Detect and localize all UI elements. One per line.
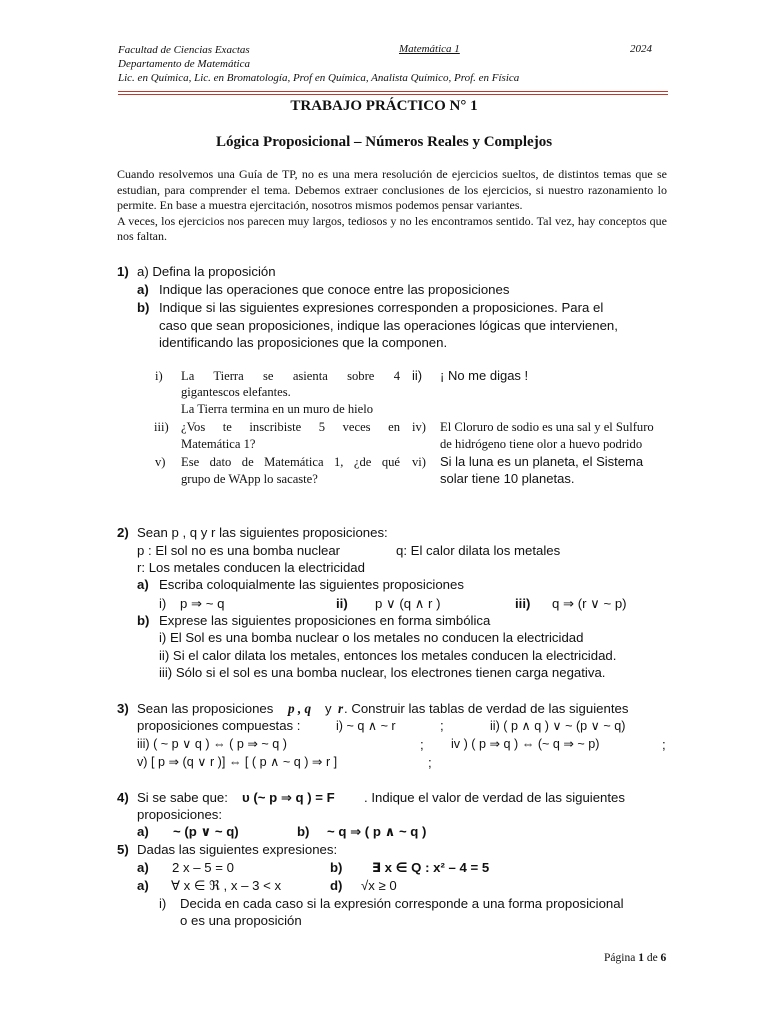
exercise-2-a-iii-expr: q ⇒ (r ∨ ~ p) (552, 596, 627, 611)
exercise-1-b-label: b) (137, 300, 150, 315)
exercise-3-line-2a: proposiciones compuestas : (137, 718, 301, 733)
item-iii-line-2: Matemática 1? (181, 437, 256, 451)
exercise-2-b-i: i) El Sol es una bomba nuclear o los metales no conducen la electricidad (159, 630, 584, 645)
item-v-label: v) (155, 455, 166, 469)
exercise-1-a0: a) Defina la proposición (137, 264, 276, 279)
header-divider (118, 91, 668, 92)
exercise-5-i-label: i) (159, 896, 167, 911)
exercise-5-b-expr: ∃ x ∈ Q : x² – 4 = 5 (372, 860, 490, 875)
exercise-5-number: 5) (117, 842, 129, 857)
exercise-5-c-expr: ∀ x ∈ ℜ , x – 3 < x (171, 878, 282, 893)
proposition-p: p : El sol no es una bomba nuclear (137, 543, 341, 558)
item-ii-text: ¡ No me digas ! (440, 368, 529, 383)
exercise-2-b-text: Exprese las siguientes proposiciones en forma simbólica (159, 613, 491, 628)
exercise-1-b-line-2: caso que sean proposiciones, indique las operaciones lógicas que intervienen, (159, 318, 618, 333)
page-subtitle: Lógica Proposicional – Números Reales y Complejos (215, 134, 553, 150)
exercise-5-a-label: a) (137, 860, 149, 875)
exercise-2-a-iii-label: iii) (515, 596, 531, 611)
exercise-3-sep-3: ; (662, 737, 666, 752)
exercise-1-number: 1) (117, 264, 129, 279)
exercise-1-a-text: Indique las operaciones que conoce entre las proposiciones (159, 282, 510, 297)
item-iv-line-2: de hidrógeno tiene olor a huevo podrido (440, 437, 643, 451)
exercise-4-b-expr: ~ q ⇒ ( p ∧ ~ q ) (327, 824, 427, 839)
item-iv-label: iv) (412, 420, 426, 434)
exercise-4-b-label: b) (297, 824, 310, 839)
header-department: Departamento de Matemática (118, 58, 250, 70)
exercise-3-item-iii: iii) ( ~ p ∨ q ) ⇔ ( p ⇒ ~ q ) (137, 737, 287, 751)
intro-paragraph-1: Cuando resolvemos una Guía de TP, no es una mera resolución de ejercicios sueltos, de distintos temas que se estudian, para comprender el tema. Debemos extraer conclusiones de los ejercicios, si nuestro razonamiento lo permite. En base a muestra ejercitación, nosotros mismos podemos pensar variantes. (117, 167, 667, 212)
exercise-3-sep-4: ; (428, 755, 432, 770)
exercise-3-number: 3) (117, 701, 129, 716)
exercise-4-line-1c: . Indique el valor de verdad de las siguientes (364, 790, 625, 805)
exercise-2-a-i-label: i) (159, 596, 167, 611)
exercise-2-number: 2) (117, 525, 129, 540)
item-i-line-2: gigantescos elefantes. (181, 385, 291, 399)
exercise-3-item-i: i) ~ q ∧ ~ r (336, 719, 396, 733)
exercise-4-line-2: proposiciones: (137, 807, 223, 822)
item-i-line-3: La Tierra termina en un muro de hielo (181, 402, 374, 416)
exercise-2-a-label: a) (137, 577, 149, 592)
exercise-5-i-line-1: Decida en cada caso si la expresión corresponde a una forma proposicional (180, 896, 624, 911)
exercise-5-intro: Dadas las siguientes expresiones: (137, 842, 338, 857)
exercise-1-a-label: a) (137, 282, 149, 297)
item-i-label: i) (155, 369, 163, 383)
exercise-5-d-label: d) (330, 878, 343, 893)
item-ii-label: ii) (412, 368, 423, 383)
page-footer (604, 952, 666, 964)
exercise-4-number: 4) (117, 790, 129, 805)
exercise-3-line-1a: Sean las proposiciones (137, 701, 274, 716)
exercise-3-line-1d: r (338, 701, 344, 716)
exercise-4-a-expr: ~ (p ∨ ~ q) (173, 824, 239, 839)
page-title: TRABAJO PRÁCTICO N° 1 (290, 98, 478, 114)
item-vi-line-2: solar tiene 10 planetas. (440, 471, 575, 486)
exercise-1-b-line-1: Indique si las siguientes expresiones corresponden a proposiciones. Para el (159, 300, 604, 315)
exercise-4-line-1a: Si se sabe que: (137, 790, 228, 805)
exercise-2-a-i-expr: p ⇒ ~ q (180, 596, 225, 611)
exercise-1-b-line-3: identificando las proposiciones que la componen. (159, 335, 448, 350)
exercise-5-i-line-2: o es una proposición (180, 913, 302, 928)
intro-paragraph-2: A veces, los ejercicios nos parecen muy largos, tediosos y no les encontramos sentido. Tal vez, hay conceptos que nos faltan. (117, 213, 667, 243)
header-careers: Lic. en Química, Lic. en Bromatología, Prof en Química, Analista Químico, Prof. en Física (118, 72, 520, 84)
intro-text (117, 167, 667, 245)
exercise-3-line-1c: y (325, 701, 332, 716)
exercise-2-a-ii-label: ii) (336, 596, 348, 611)
footer-of-word: de (646, 952, 658, 964)
exercise-2-a-ii-expr: p ∨ (q ∧ r ) (375, 596, 441, 611)
exercise-4-a-label: a) (137, 824, 149, 839)
item-vi-label: vi) (412, 455, 426, 469)
item-v-line-2: grupo de WApp lo sacaste? (181, 472, 318, 486)
footer-page-number: 1 (638, 952, 644, 964)
exercise-2-intro: Sean p , q y r las siguientes proposiciones: (137, 525, 388, 540)
exercise-5-a-expr: 2 x – 5 = 0 (172, 860, 234, 875)
item-iv-line-1: El Cloruro de sodio es una sal y el Sulfuro (440, 420, 654, 434)
exercise-5-b-label: b) (330, 860, 343, 875)
footer-page-total: 6 (660, 952, 667, 964)
exercise-5-d-expr: √x ≥ 0 (361, 878, 397, 893)
item-i-line-1: La Tierra se asienta sobre 4 (181, 369, 400, 383)
exercise-3-sep-1: ; (440, 718, 444, 733)
header-year: 2024 (630, 43, 652, 55)
exercise-3-sep-2: ; (420, 737, 424, 752)
exercise-5-c-label: a) (137, 878, 149, 893)
header-course: Matemática 1 (399, 43, 460, 55)
header-faculty: Facultad de Ciencias Exactas (118, 44, 250, 56)
header-divider-2 (118, 94, 668, 95)
exercise-2-a-text: Escriba coloquialmente las siguientes proposiciones (159, 577, 464, 592)
item-v-line-1: Ese dato de Matemática 1, ¿de qué (181, 455, 400, 469)
exercise-2-b-label: b) (137, 613, 150, 628)
item-iii-line-1: ¿Vos te inscribiste 5 veces en (181, 420, 400, 434)
exercise-3-item-iv: iv ) ( p ⇒ q ) ⇔ (~ q ⇒ ~ p) (451, 737, 600, 751)
item-vi-line-1: Si la luna es un planeta, el Sistema (440, 454, 644, 469)
proposition-q: q: El calor dilata los metales (396, 543, 561, 558)
proposition-r: r: Los metales conducen la electricidad (137, 560, 365, 575)
exercise-2-b-ii: ii) Si el calor dilata los metales, entonces los metales conducen la electricidad. (159, 648, 617, 663)
exercise-2-b-iii: iii) Sólo si el sol es una bomba nuclear, los electrones tienen carga negativa. (159, 665, 606, 680)
exercise-3-line-1e: . Construir las tablas de verdad de las siguientes (344, 701, 629, 716)
footer-page-word: Página (604, 952, 636, 964)
exercise-3-line-1b: p , q (288, 701, 312, 716)
exercise-4-valuation: υ (~ p ⇒ q ) = F (242, 790, 335, 805)
item-iii-label: iii) (154, 420, 169, 434)
exercise-3-item-v: v) [ p ⇒ (q ∨ r )] ⇔ [ ( p ∧ ~ q ) ⇒ r ] (137, 755, 338, 769)
exercise-3-item-ii: ii) ( p ∧ q ) ∨ ~ (p ∨ ~ q) (490, 719, 626, 733)
